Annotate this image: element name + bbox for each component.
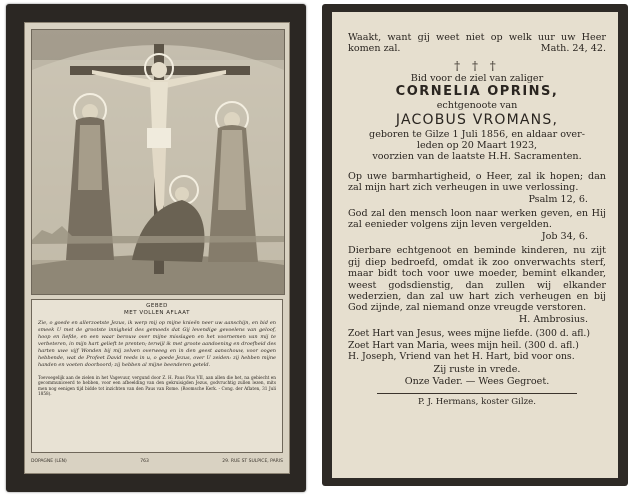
- verse-2: [348, 208, 606, 242]
- verse-1-text: Op uwe barmhartigheid, o Heer, zal ik hopen; dan zal mijn hart zich verheugen in uwe verlossing.: [348, 170, 606, 194]
- ejaculation-3: H. Joseph, Vriend van het H. Hart, bid voor ons.: [348, 350, 575, 362]
- closing-prayers: Onze Vader. — Wees Gegroet.: [404, 375, 550, 387]
- verse-1: [348, 171, 606, 205]
- prayer-subtitle: MET VOLLEN AFLAAT: [123, 310, 191, 316]
- left-card-footer: [31, 456, 283, 466]
- deceased-name: CORNELIA OPRINS,: [395, 84, 559, 100]
- opening-scripture: [348, 32, 606, 55]
- closing-line: Zij ruste in vrede.: [433, 364, 521, 376]
- verse-3: [348, 245, 606, 325]
- spouse-name: JACOBUS VROMANS,: [395, 111, 559, 128]
- crucifixion-illustration: [32, 30, 284, 294]
- verse-2-ref: Job 34, 6.: [541, 230, 588, 242]
- three-crosses: † † †: [454, 58, 500, 73]
- left-card: [6, 4, 306, 492]
- prayer-box: [31, 299, 283, 453]
- scripture-ref: Math. 24, 42.: [540, 43, 606, 55]
- right-card: [322, 4, 628, 486]
- plate-number: 763: [140, 458, 149, 464]
- right-card-inner: [332, 12, 618, 478]
- ejaculation-1: Zoet Hart van Jesus, wees mijne liefde. (300 d. afl.): [348, 328, 591, 340]
- left-card-inner: [24, 22, 290, 474]
- bio-line-3: voorzien van de laatste H.H. Sacramenten.: [372, 151, 582, 163]
- ejaculation-2: Zoet Hart van Maria, wees mijn heil. (300 d. afl.): [348, 339, 579, 351]
- verse-1-ref: Psalm 12, 6.: [528, 193, 588, 205]
- publisher-left: DOPAGNE (LEN): [31, 458, 67, 464]
- crucifixion-engraving: [31, 29, 285, 295]
- bio-line-2: leden op 20 Maart 1923,: [416, 140, 538, 152]
- prayer-text: Zie, o goede en allerzoetste Jezus, ik werp mij op mijne knieën neer uw aanschijn, en bid en smeek U met de grootste innigheid des gemoeds dat Gij levendige gevoelens van geloof, hoop en liefde, en een waar berouw over mijne misslagen en het voornemen van mij te verbeteren, in mijn hart gelieft te prenten; terwijl ik met groote aandoening en droefheid des harten uwe vijf Wonden bij mij zelven overweeg en in den geest aanschouw, voor oogen hebbende, wat de Profeet David reeds in u, o goede Jezus, over U zeiden: zij hebben mijne handen en voeten doorboord; zij hebben al mijne beenderen geteld.: [38, 320, 276, 368]
- indulgence-note: Toevoegelijk aan de zielen in het Vagevuur, vergund door Z. H. Paus Pius VII, aan allen die het, na gebiecht en gecommuniceerd te hebben, voor een afbeelding van den gekruisigden Jezus, godvruchtig zullen lezen, mits men nog eenigen tijd bidde tot inzichten van den Paus van Rome. (Roomsche Kerk. - Cong. der Aflaten, 31 Juli 1858).: [38, 375, 276, 397]
- verse-3-text: Dierbare echtgenoot en beminde kinderen, nu zijt gij diep bedroefd, omdat ik zoo onverwachts sterf, maar bidt toch voor uwe moeder, bemint elkander, weest godsdienstig, dan zullen wij elkander wederzien, dan zal uw hart zich verheugen en bij God zijnde, zal niemand onze vreugde verstoren.: [348, 245, 606, 314]
- prayer-title: GEBED: [146, 303, 168, 309]
- verse-3-ref: H. Ambrosius.: [518, 313, 588, 325]
- prayer-intro: Bid voor de ziel van zaliger: [410, 72, 544, 84]
- publisher-address: 29. RUE ST SULPICE, PARIS: [222, 458, 283, 464]
- bio-line-1: geboren te Gilze 1 Juli 1856, en aldaar over-: [369, 128, 585, 140]
- printer-credit: P. J. Hermans, koster Gilze.: [418, 397, 536, 408]
- scripture-text: Waakt, want gij weet niet op welk uur uw Heer komen zal.: [348, 32, 606, 55]
- spouse-intro: echtgenoote van: [436, 100, 518, 112]
- verse-2-text: God zal den mensch loon naar werken geven, en Hij zal eenieder volgens zijn leven vergelden.: [348, 208, 606, 231]
- divider: [377, 393, 577, 394]
